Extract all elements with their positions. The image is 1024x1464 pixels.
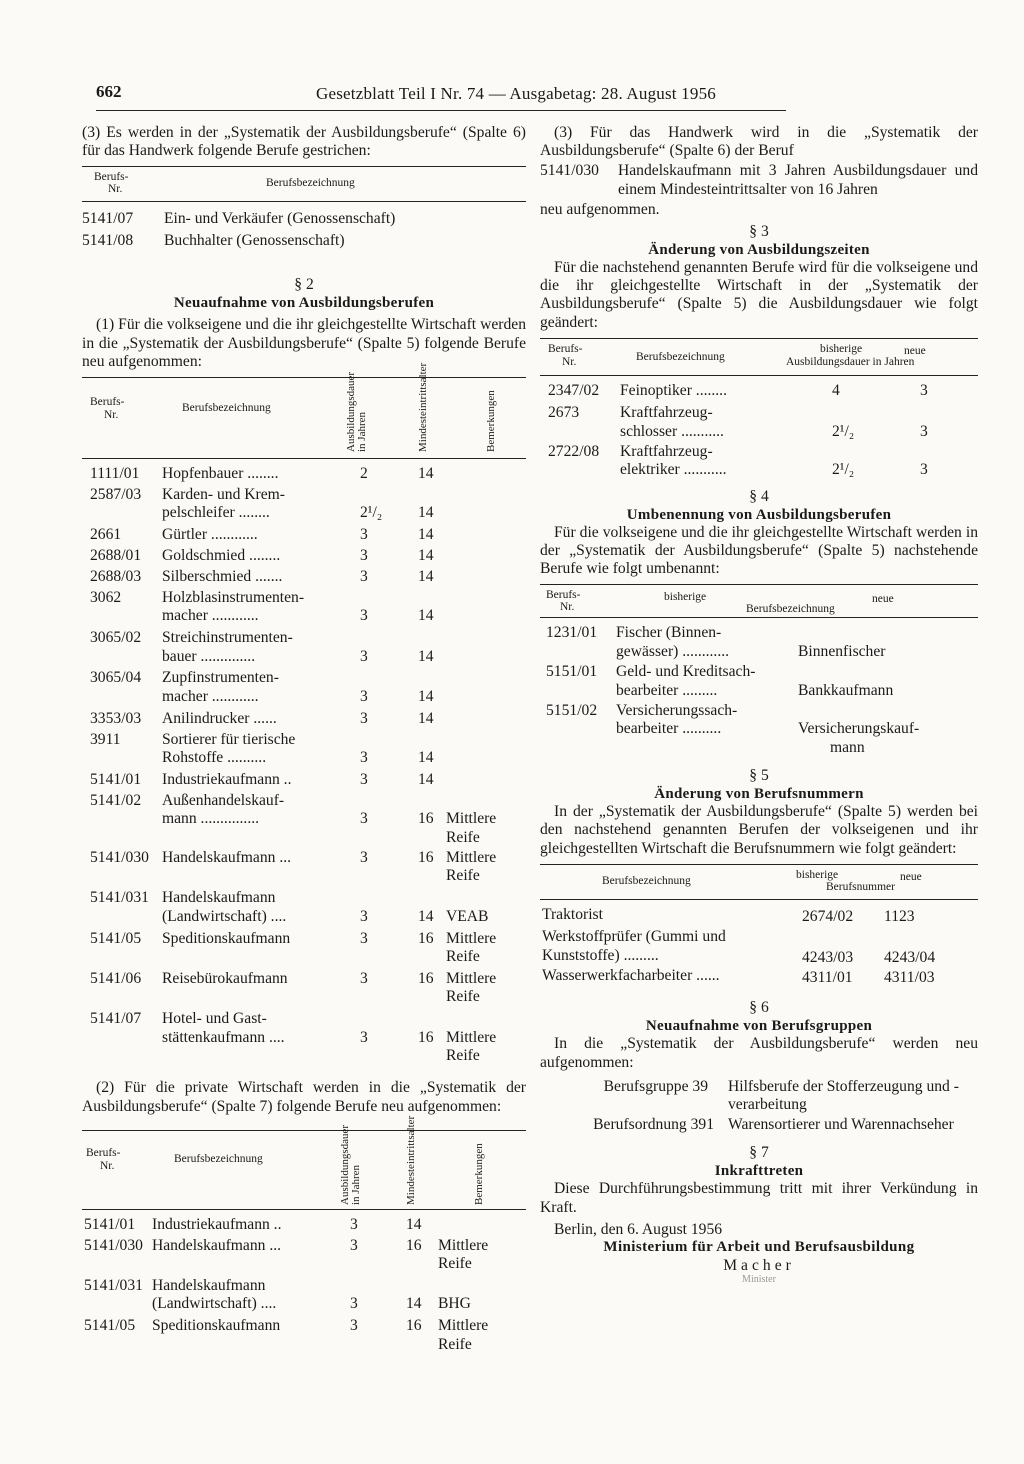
paragraph: Für die nachstehend genannten Berufe wird für die volkseigene und die ihr gleichgestellte Wirtschaft in der „Systematik der Ausbildungsberufe“ (Spalte 5) die Ausbildungsdauer wie folgt geändert: — [540, 259, 978, 331]
table-row — [82, 232, 526, 254]
table-deleted-professions — [82, 210, 526, 254]
table-cell: Karden- und Krem- — [162, 485, 285, 503]
table-cell-remark: Reife — [438, 1335, 472, 1353]
table-cell: Kraftfahrzeug- — [620, 404, 713, 422]
table-cell: 3 — [360, 687, 368, 705]
table-cell: 5151/01 — [546, 663, 598, 681]
table-cell: 3 — [350, 1317, 358, 1335]
table-cell: 5141/031 — [84, 1277, 143, 1294]
table-cell: 14 — [418, 647, 434, 665]
table-cell: Reisebürokaufmann — [162, 969, 288, 987]
table-cell-remark: Mittlere — [438, 1236, 489, 1254]
table-cell: 2 — [360, 465, 368, 483]
table-cell: schlosser ........... — [620, 422, 724, 440]
table-cell: 14 — [418, 567, 434, 585]
table-cell: Hopfenbauer ........ — [162, 465, 279, 483]
table-cell: 3 — [360, 929, 368, 947]
table-cell: 3062 — [90, 588, 122, 606]
table-row — [540, 624, 978, 663]
place-date: Berlin, den 6. August 1956 — [554, 1220, 723, 1238]
table-cell-remark: Mittlere — [438, 1317, 489, 1335]
table-cell: 3 — [350, 1236, 358, 1254]
table-cell: (Landwirtschaft) .... — [152, 1295, 277, 1313]
table-cell: 16 — [418, 849, 434, 867]
table-cell: Versicherungssach- — [616, 702, 738, 720]
table-cell: 2¹/₂ — [832, 422, 855, 440]
table-row — [82, 669, 526, 709]
table-cell: 5141/07 — [90, 1010, 142, 1028]
table-row — [82, 568, 526, 589]
table-cell-remark: Reife — [446, 948, 480, 966]
table-cell: 3 — [360, 567, 368, 585]
table-cell: 4243/04 — [884, 948, 936, 966]
table-row — [82, 465, 526, 486]
table-cell: Silberschmied ....... — [162, 567, 283, 585]
table-header: Berufs- Nr. Berufsbezeichnung — [94, 171, 355, 196]
table-cell: 2587/03 — [90, 485, 142, 503]
table-cell: 3 — [360, 810, 368, 828]
table-cell: 3 — [360, 647, 368, 665]
table-row — [82, 710, 526, 731]
table-cell: Zupfinstrumenten- — [162, 669, 279, 687]
paragraph: (2) Für die private Wirtschaft werden in die „Systematik der Ausbildungsberufe“ (Spalte 7) folgende Berufe neu aufgenommen: — [82, 1079, 526, 1115]
table-cell: 5141/02 — [90, 791, 142, 809]
table-cell-remark: Mittlere — [446, 929, 497, 947]
table-cell: Speditionskaufmann — [152, 1317, 281, 1335]
table-cell: Speditionskaufmann — [162, 929, 291, 947]
section-number: § 2 — [294, 276, 314, 294]
table-cell: 14 — [418, 607, 434, 625]
table-cell: 2673 — [548, 404, 580, 422]
section-number: § 7 — [749, 1144, 769, 1162]
table-cell: 5141/08 — [82, 232, 134, 250]
table-cell: 3 — [360, 526, 368, 544]
table-cell: Geld- und Kreditsach- — [616, 663, 756, 681]
table-cell: Werkstoffprüfer (Gummi und — [542, 928, 726, 946]
table-cell: 14 — [418, 547, 434, 565]
table-cell: Außenhandelskauf- — [162, 791, 285, 809]
table-cell: 4311/03 — [884, 969, 935, 986]
table-cell: Kunststoffe) ......... — [542, 946, 659, 964]
signer-title: Minister — [742, 1274, 776, 1286]
table-row — [82, 210, 526, 232]
table-cell: mann ............... — [162, 810, 260, 828]
table-cell: Bankkaufmann — [798, 681, 894, 699]
table-cell: 3 — [360, 709, 368, 727]
group-entry: Berufsordnung 391 Warensortierer und Warennachseher — [593, 1116, 954, 1134]
table-cell: Traktorist — [542, 905, 603, 923]
table-cell: Rohstoffe .......... — [162, 749, 267, 767]
table-row — [540, 906, 978, 928]
table-renamed-professions — [540, 624, 978, 759]
table-cell: 14 — [418, 465, 434, 483]
table-cell: 3065/04 — [90, 669, 142, 687]
table-cell: gewässer) ............ — [616, 642, 730, 660]
table-cell: 14 — [406, 1295, 422, 1313]
table-cell: 14 — [418, 504, 434, 522]
table-cell: 14 — [418, 749, 434, 767]
ministry-name: Ministerium für Arbeit und Berufsausbildung — [603, 1239, 915, 1256]
table-cell-remark: VEAB — [446, 907, 489, 925]
table-cell: 3 — [360, 907, 368, 925]
table-cell: 3065/02 — [90, 629, 142, 647]
table-cell: 3353/03 — [90, 709, 142, 727]
table-cell: mann — [830, 738, 865, 756]
table-cell: 5151/02 — [546, 702, 598, 720]
table-cell: 3 — [360, 547, 368, 565]
table-row — [540, 404, 978, 443]
table-cell: pelschleifer ........ — [162, 504, 270, 522]
table-cell: 5141/030 — [90, 849, 149, 867]
section-title: Neuaufnahme von Berufsgruppen — [645, 1018, 873, 1035]
table-row — [82, 1010, 526, 1067]
table-row — [82, 731, 526, 771]
table-cell: 3911 — [90, 730, 121, 748]
table-cell: 5141/05 — [90, 929, 142, 947]
table-cell: 3 — [360, 969, 368, 987]
table-cell: 14 — [418, 526, 434, 544]
table-cell: 4243/03 — [802, 948, 854, 966]
paragraph: In die „Systematik der Ausbildungsberufe“ werden neu aufgenommen: — [540, 1035, 978, 1071]
section-title: Neuaufnahme von Ausbildungsberufen — [173, 295, 435, 312]
table-cell: 2661 — [90, 526, 122, 544]
table-cell: 16 — [418, 1028, 434, 1046]
table-cell: 1123 — [884, 907, 915, 925]
table-cell: bauer .............. — [162, 647, 256, 665]
section-title: Änderung von Ausbildungszeiten — [648, 242, 870, 259]
signer-name: Macher — [723, 1257, 795, 1275]
table-cell: Handelskaufmann ... — [162, 849, 292, 867]
table-cell: 1231/01 — [546, 624, 598, 642]
table-cell: 16 — [418, 810, 434, 828]
table-cell: 5141/05 — [84, 1317, 136, 1335]
table-cell: (Landwirtschaft) .... — [162, 907, 287, 925]
table-row — [82, 771, 526, 792]
table-cell: Goldschmied ........ — [162, 547, 281, 565]
table-cell: 3 — [360, 849, 368, 867]
table-row — [540, 382, 978, 404]
table-row — [82, 1317, 526, 1357]
table-cell: 3 — [360, 749, 368, 767]
table-cell: Buchhalter (Genossenschaft) — [164, 232, 345, 250]
table-cell: 14 — [418, 687, 434, 705]
table-cell: 3 — [360, 607, 368, 625]
table-cell: Gürtler ............ — [162, 526, 258, 544]
table-row — [82, 970, 526, 1010]
table-header: Berufs- Nr. bisherige neue Berufsbezeichnung — [546, 589, 894, 616]
table-cell-remark: Reife — [438, 1255, 472, 1273]
table-cell: Binnenfischer — [798, 642, 886, 660]
table-cell: 2¹/₂ — [360, 504, 383, 522]
table-cell: 14 — [418, 770, 434, 788]
section-title: Inkrafttreten — [714, 1163, 804, 1180]
table-cell: 1111/01 — [90, 465, 140, 483]
table-cell: 5141/031 — [90, 889, 149, 907]
table-cell-remark: Mittlere — [446, 1028, 497, 1046]
table-cell-remark: Reife — [446, 988, 480, 1006]
table-cell: 5141/07 — [82, 210, 134, 228]
table-row — [82, 589, 526, 629]
table-cell: Industriekaufmann .. — [152, 1215, 282, 1233]
table-cell: Fischer (Binnen- — [616, 624, 722, 642]
table-row — [82, 1277, 526, 1317]
table-row — [82, 792, 526, 849]
table-cell: bearbeiter ......... — [616, 681, 718, 699]
table-row — [540, 967, 978, 989]
table-cell: Versicherungskauf- — [798, 720, 920, 738]
table-cell: Industriekaufmann .. — [162, 770, 292, 788]
table-cell: Sortierer für tierische — [162, 730, 296, 748]
table-cell: 3 — [920, 461, 928, 479]
table-row — [82, 849, 526, 889]
table-cell: 4 — [832, 381, 840, 399]
table-cell: Ein- und Verkäufer (Genossenschaft) — [164, 210, 396, 228]
table-cell: 14 — [418, 709, 434, 727]
table-cell: Kraftfahrzeug- — [620, 443, 713, 461]
section-number: § 6 — [749, 999, 769, 1017]
section-number: § 3 — [749, 223, 769, 241]
paragraph: (3) Es werden in der „Systematik der Ausbildungsberufe“ (Spalte 6) für das Handwerk folgende Berufe gestrichen: — [82, 124, 526, 160]
table-cell: 3 — [920, 422, 928, 440]
paragraph: (3) Für das Handwerk wird in die „Systematik der Ausbildungsberufe“ (Spalte 6) der Beruf — [540, 124, 978, 160]
table-row — [540, 928, 978, 967]
table-cell: 16 — [406, 1236, 422, 1254]
table-cell-remark: Mittlere — [446, 969, 497, 987]
table-row — [540, 443, 978, 482]
table-new-professions-state — [82, 465, 526, 1067]
table-number-changes — [540, 906, 978, 990]
paragraph: Für die volkseigene und die ihr gleichgestellte Wirtschaft werden in der „Systematik der Ausbildungsberufe“ (Spalte 5) nachstehende Berufe wie folgt umbenannt: — [540, 523, 978, 578]
table-cell: 3 — [360, 1028, 368, 1046]
table-row — [82, 486, 526, 526]
left-column — [82, 124, 526, 1358]
table-cell: 5141/01 — [84, 1215, 136, 1233]
group-entry: Berufsgruppe 39 Hilfsberufe der Stofferzeugung und -verarbeitung — [603, 1077, 959, 1113]
table-cell: Holzblasinstrumenten- — [162, 588, 305, 606]
table-row — [82, 1237, 526, 1277]
table-cell-remark: Reife — [446, 867, 480, 885]
table-header: Berufsbezeichnung bisherige neue Berufsnummer — [602, 868, 922, 893]
table-new-professions-private — [82, 1216, 526, 1358]
table-row — [82, 1216, 526, 1237]
table-cell-remark: Reife — [446, 1047, 480, 1065]
table-row — [540, 702, 978, 759]
table-header: Berufs- Nr. Berufsbezeichnung Ausbildungsdauer in Jahren Mindesteintrittsalter Bemerkungen — [90, 362, 497, 453]
table-cell: 16 — [406, 1317, 422, 1335]
section-number: § 5 — [749, 767, 769, 785]
table-cell-remark: Reife — [446, 828, 480, 846]
table-cell-remark: Mittlere — [446, 849, 497, 867]
table-cell: 14 — [406, 1215, 422, 1233]
table-row — [540, 663, 978, 702]
table-cell: Wasserwerkfacharbeiter ...... — [542, 967, 720, 984]
table-header: Berufs- Nr. Berufsbezeichnung Ausbildungsdauer in Jahren Mindesteintrittsalter Bemerkungen — [86, 1115, 485, 1205]
table-cell: Hotel- und Gast- — [162, 1010, 267, 1028]
table-cell: 16 — [418, 929, 434, 947]
table-cell: 14 — [418, 907, 434, 925]
table-cell: Handelskaufmann — [152, 1277, 266, 1294]
table-cell: 2688/01 — [90, 547, 142, 565]
table-cell-remark: BHG — [438, 1295, 471, 1313]
table-cell: 5141/01 — [90, 770, 142, 788]
table-cell: Handelskaufmann ... — [152, 1236, 282, 1254]
paragraph: neu aufgenommen. — [540, 200, 660, 218]
table-row — [82, 930, 526, 970]
table-cell: 3 — [360, 770, 368, 788]
table-cell: 4311/01 — [802, 969, 853, 986]
table-cell: 2688/03 — [90, 567, 142, 585]
table-cell: 2¹/₂ — [832, 461, 855, 479]
table-cell: 3 — [350, 1215, 358, 1233]
table-cell: 2674/02 — [802, 907, 854, 925]
paragraph: Diese Durchführungsbestimmung tritt mit ihrer Verkündung in Kraft. — [540, 1180, 978, 1216]
table-header: Berufs- Nr. Berufsbezeichnung bisherige neue Ausbildungsdauer in Jahren — [548, 342, 926, 368]
right-column — [540, 124, 978, 1285]
table-cell: Anilindrucker ...... — [162, 709, 277, 727]
table-row — [82, 547, 526, 568]
table-cell: bearbeiter .......... — [616, 720, 722, 738]
craft-entry: 5141/030 Handelskaufmann mit 3 Jahren Ausbildungsdauer und einem Mindesteintrittsalter von 16 Jahren — [540, 162, 978, 198]
page-number: 662 — [96, 82, 122, 101]
table-cell: stättenkaufmann .... — [162, 1028, 285, 1046]
table-duration-changes — [540, 382, 978, 482]
table-cell: Streichinstrumenten- — [162, 629, 293, 647]
table-row — [82, 629, 526, 669]
paragraph: (1) Für die volkseigene und die ihr gleichgestellte Wirtschaft werden in die „Systematik der Ausbildungsberufe“ (Spalte 5) folgende Berufe neu aufgenommen: — [82, 316, 526, 370]
table-cell: 3 — [350, 1295, 358, 1313]
table-cell: 16 — [418, 969, 434, 987]
table-cell: 3 — [920, 381, 928, 399]
page-header — [96, 82, 786, 111]
section-number: § 4 — [749, 487, 769, 505]
table-cell: macher ............ — [162, 687, 259, 705]
table-cell: 2347/02 — [548, 381, 600, 399]
paragraph: In der „Systematik der Ausbildungsberufe“ (Spalte 5) werden bei den nachstehend genannten Berufen der volkseigenen und ihr gleichgestellten Wirtschaft die Berufsnummern wie folgt geändert: — [540, 803, 978, 857]
table-cell-remark: Mittlere — [446, 810, 497, 828]
table-row — [82, 526, 526, 547]
section-title: Umbenennung von Ausbildungsberufen — [626, 506, 892, 523]
gazette-title: Gesetzblatt Teil I Nr. 74 — Ausgabetag: 28. August 1956 — [316, 84, 716, 103]
table-cell: Handelskaufmann — [162, 889, 276, 907]
table-cell: 5141/030 — [84, 1236, 143, 1254]
table-cell: macher ............ — [162, 607, 259, 625]
section-title: Änderung von Berufsnummern — [654, 786, 864, 803]
table-row — [82, 889, 526, 929]
table-cell: elektriker ........... — [620, 461, 727, 479]
table-cell: Feinoptiker ........ — [620, 381, 727, 399]
table-cell: 2722/08 — [548, 443, 600, 461]
table-cell: 5141/06 — [90, 969, 142, 987]
